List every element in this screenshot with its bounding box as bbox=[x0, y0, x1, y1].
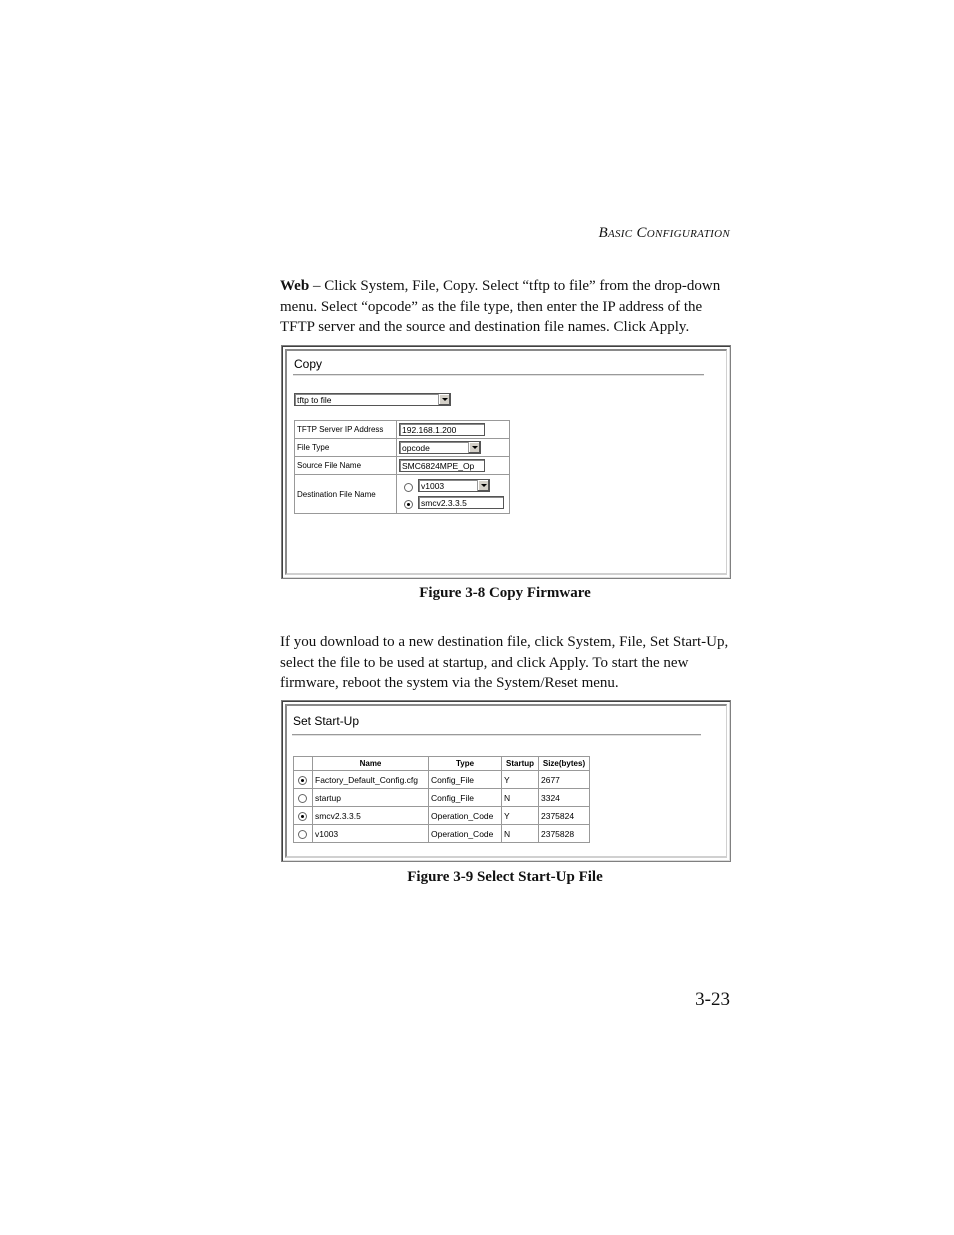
source-file-row bbox=[295, 457, 510, 475]
file-size-cell: 2375824 bbox=[539, 807, 590, 825]
chevron-down-icon[interactable] bbox=[468, 442, 480, 453]
set-startup-screenshot bbox=[281, 700, 731, 862]
copy-panel-title: Copy bbox=[294, 357, 323, 371]
file-startup-cell: N bbox=[502, 789, 539, 807]
destination-existing-value: v1003 bbox=[421, 481, 445, 491]
file-startup-cell: N bbox=[502, 825, 539, 843]
file-type-select[interactable] bbox=[399, 441, 481, 454]
destination-file-row bbox=[295, 475, 510, 514]
tftp-server-row bbox=[295, 421, 510, 439]
copy-mode-select-value: tftp to file bbox=[297, 395, 332, 405]
file-name-cell: Factory_Default_Config.cfg bbox=[313, 771, 429, 789]
tftp-server-label: TFTP Server IP Address bbox=[295, 421, 397, 439]
figure-caption-copy: Figure 3-8 Copy Firmware bbox=[419, 585, 591, 601]
startup-panel-title: Set Start-Up bbox=[293, 714, 360, 728]
chevron-down-icon[interactable] bbox=[477, 480, 489, 491]
startup-radio-factory-default[interactable] bbox=[298, 776, 307, 785]
startup-radio-startup[interactable] bbox=[298, 794, 307, 803]
table-row bbox=[294, 771, 590, 789]
column-header-size: Size(bytes) bbox=[539, 757, 590, 771]
startup-title-divider bbox=[292, 734, 701, 736]
file-type-cell: Operation_Code bbox=[429, 825, 502, 843]
paragraph-startup-instructions: If you download to a new destination file, click System, File, Set Start-Up, select the file to be used at startup, and click Apply. To start the new firmware, reboot the system via the System/Reset menu. bbox=[280, 634, 729, 691]
copy-mode-select[interactable] bbox=[294, 393, 451, 406]
tftp-server-ip-input[interactable] bbox=[399, 423, 485, 436]
startup-radio-smcv2335[interactable] bbox=[298, 812, 307, 821]
destination-file-label: Destination File Name bbox=[295, 475, 397, 514]
copy-form-table bbox=[294, 420, 510, 514]
file-name-cell: startup bbox=[313, 789, 429, 807]
copy-firmware-screenshot bbox=[281, 345, 731, 579]
source-file-value: SMC6824MPE_Op bbox=[402, 461, 475, 471]
table-row bbox=[294, 807, 590, 825]
destination-existing-select[interactable] bbox=[418, 479, 490, 492]
startup-file-table bbox=[293, 756, 590, 843]
file-type-cell: Config_File bbox=[429, 789, 502, 807]
destination-existing-radio[interactable] bbox=[404, 483, 413, 492]
file-type-label: File Type bbox=[295, 439, 397, 457]
source-file-label: Source File Name bbox=[295, 457, 397, 475]
file-name-cell: smcv2.3.3.5 bbox=[313, 807, 429, 825]
select-column-header bbox=[294, 757, 313, 771]
column-header-type: Type bbox=[429, 757, 502, 771]
file-type-row bbox=[295, 439, 510, 457]
file-type-cell: Config_File bbox=[429, 771, 502, 789]
destination-new-value: smcv2.3.3.5 bbox=[421, 498, 467, 508]
running-header: Basic Configuration bbox=[598, 225, 730, 241]
destination-new-radio[interactable] bbox=[404, 500, 413, 509]
page-number: 3-23 bbox=[695, 989, 730, 1010]
file-type-cell: Operation_Code bbox=[429, 807, 502, 825]
paragraph-lead: Web bbox=[280, 278, 310, 294]
startup-table-header bbox=[294, 757, 590, 771]
destination-new-input[interactable] bbox=[418, 496, 504, 509]
source-file-input[interactable] bbox=[399, 459, 485, 472]
table-row bbox=[294, 825, 590, 843]
paragraph-web-instructions bbox=[280, 276, 735, 338]
table-row bbox=[294, 789, 590, 807]
column-header-startup: Startup bbox=[502, 757, 539, 771]
chevron-down-icon[interactable] bbox=[438, 394, 450, 405]
file-size-cell: 2375828 bbox=[539, 825, 590, 843]
tftp-server-ip-value: 192.168.1.200 bbox=[402, 425, 457, 435]
file-startup-cell: Y bbox=[502, 771, 539, 789]
figure-caption-startup: Figure 3-9 Select Start-Up File bbox=[407, 869, 603, 885]
file-size-cell: 3324 bbox=[539, 789, 590, 807]
file-size-cell: 2677 bbox=[539, 771, 590, 789]
paragraph-body: – Click System, File, Copy. Select “tftp to file” from the drop-down menu. Select “opcode” as the file type, then enter the IP address of the TFTP server and the source and destination file names. Click Apply. bbox=[280, 278, 721, 335]
file-type-select-value: opcode bbox=[402, 443, 430, 453]
copy-title-divider bbox=[293, 374, 704, 376]
startup-radio-v1003[interactable] bbox=[298, 830, 307, 839]
file-startup-cell: Y bbox=[502, 807, 539, 825]
column-header-name: Name bbox=[313, 757, 429, 771]
file-name-cell: v1003 bbox=[313, 825, 429, 843]
